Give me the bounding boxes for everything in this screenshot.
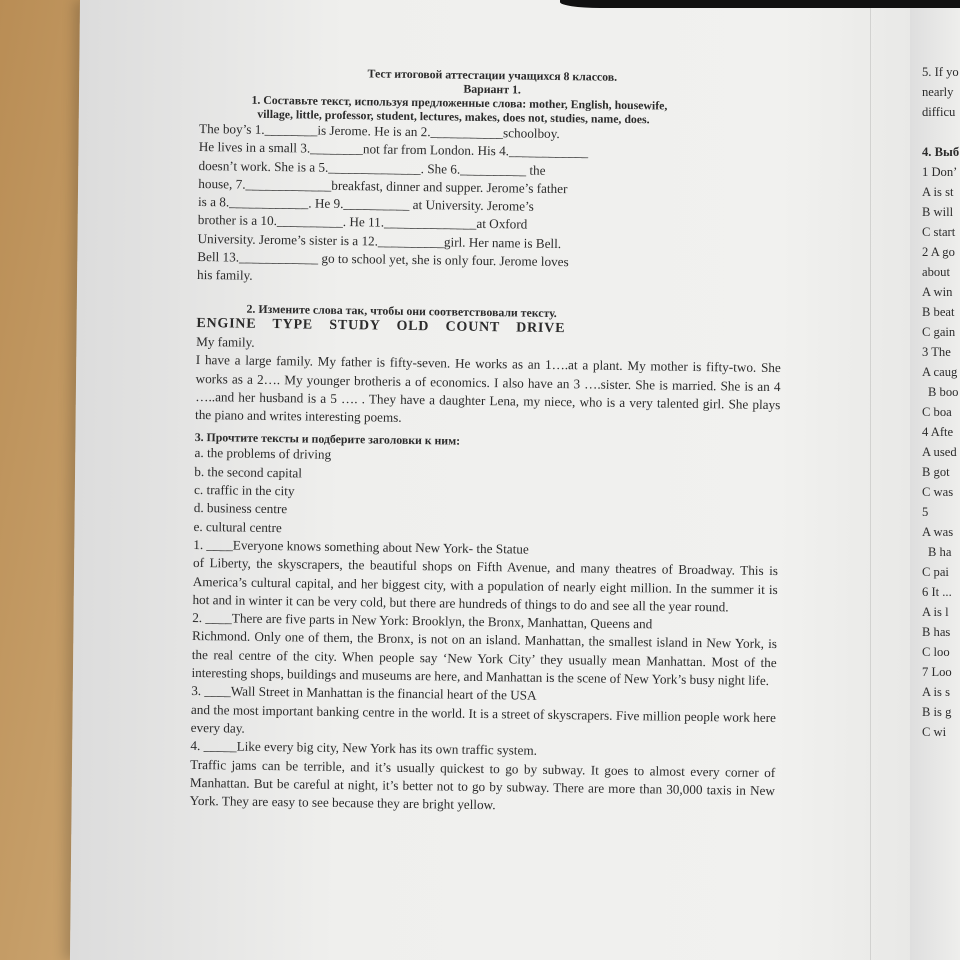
task1-line: University. Jerome’s sister is a 12.__________girl. Her name is Bell. [197, 230, 562, 251]
test-title: Тест итоговой аттестации учащихся 8 классов. [367, 66, 618, 84]
heading-option: e. cultural centre [193, 518, 282, 535]
next-page-line: about [922, 265, 950, 279]
page-edge [870, 0, 871, 960]
task1-line: house, 7._____________breakfast, dinner and supper. Jerome’s father [198, 175, 568, 197]
next-page-line: A was [922, 525, 954, 539]
next-page-line: A is l [922, 605, 949, 619]
next-page-column [922, 62, 960, 742]
black-strip [560, 0, 960, 8]
task1-line: doesn’t work. She is a 5.______________. She 6.__________ the [198, 157, 546, 178]
reading-text-first-line: 3. ____Wall Street in Manhattan is the financial heart of the USA [191, 683, 537, 704]
next-page-line: C wi [922, 725, 947, 739]
task1-line: his family. [196, 267, 253, 284]
next-page-line: B ha [928, 545, 952, 559]
task1-line: brother is a 10.__________. He 11.______________at Oxford [197, 212, 528, 233]
heading-option: a. the problems of driving [194, 445, 332, 463]
next-page-line: A is s [922, 685, 950, 699]
next-page-line: B got [922, 465, 950, 479]
reading-text-3 [191, 682, 777, 745]
next-page-line: C was [922, 485, 954, 499]
next-page-line: 4. Выб [922, 145, 960, 159]
next-page-line [922, 122, 960, 142]
next-page-line: B has [922, 625, 951, 639]
reading-text-body: Richmond. Only one of them, the Bronx, is not on an island. Manhattan, the smallest island in New York, is the real centre of the city. When people say ‘New York City’ they usually mean Manhattan. Most of the interesting shops, buildings and museums are here, and Manhattan is the scene of New York’s busy night life. [191, 628, 778, 689]
next-page-line: 3 The [922, 345, 951, 359]
next-page-line: B will [922, 205, 954, 219]
heading-option: d. business centre [193, 500, 288, 517]
next-page-line: C start [922, 225, 956, 239]
reading-text-1 [192, 536, 778, 617]
next-page-line: 5 [922, 505, 929, 519]
next-page-line: B boo [928, 385, 959, 399]
task1-line: Bell 13.____________ go to school yet, she is only four. Jerome loves [197, 249, 569, 270]
variant-title: Вариант 1. [463, 81, 521, 97]
next-page-line: A used [922, 445, 957, 459]
reading-text-first-line: 1. ____Everyone knows something about New York- the Statue [193, 536, 529, 557]
heading-option: c. traffic in the city [193, 482, 295, 499]
task1-instruction-cont: village, little, professor, student, lectures, makes, does not, studies, name, does. [257, 106, 650, 127]
next-page-line: A win [922, 285, 953, 299]
next-page-line: 6 It ... [922, 585, 952, 599]
reading-text-first-line: 2. ____There are five parts in New York: Brooklyn, the Bronx, Manhattan, Queens and [192, 610, 653, 632]
heading-option: b. the second capital [194, 463, 303, 481]
reading-text-body: of Liberty, the skyscrapers, the beautiful shops on Fifth Avenue, and many theatres of Broadway. This is America’s cultural capital, and her biggest city, with a population of nearly eight million. In the summer it is hot and in winter it can be very cold, but there are hundreds of things to do and see all the year round. [192, 555, 779, 615]
task1-instruction: 1. Составьте текст, используя предложенные слова: mother, English, housewife, [251, 92, 668, 113]
task2-subtitle: My family. [196, 333, 255, 350]
reading-text-body: Traffic jams can be terrible, and it’s usually quickest to go by subway. It goes to almost every corner of Manhattan. But be careful at night, it’s better not to go by subway. There are more than 30,000 taxis in New York. They are easy to see because they are bright yellow. [189, 756, 776, 813]
next-page-line: difficu [922, 105, 956, 119]
reading-text-4 [190, 737, 776, 818]
task1-line: is a 8.____________. He 9.__________ at University. Jerome’s [197, 194, 534, 214]
reading-text-body: and the most important banking centre in the world. It is a street of skyscrapers. Five million people work here every day. [190, 701, 777, 736]
task1-line: The boy’s 1.________is Jerome. He is an 2.___________schoolboy. [198, 120, 560, 142]
next-page-line: A caug [922, 365, 958, 379]
next-page-line: nearly [922, 85, 954, 99]
next-page-line: B beat [922, 305, 955, 319]
task1-line: He lives in a small 3.________not far from London. His 4.____________ [198, 139, 589, 160]
next-page-line: C gain [922, 325, 956, 339]
next-page-line: 4 Afte [922, 425, 954, 439]
task3-options [193, 444, 779, 544]
reading-text-first-line: 4. _____Like every big city, New York has its own traffic system. [190, 738, 538, 758]
reading-text-2 [191, 609, 777, 690]
next-page-line: 2 A go [922, 245, 955, 259]
next-page-line: 5. If yo [922, 65, 959, 79]
next-page-line: A is st [922, 185, 954, 199]
task3-instruction: 3. Прочтите тексты и подберите заголовки к ним: [194, 430, 461, 449]
task2-instruction: 2. Измените слова так, чтобы они соответствовали тексту. [246, 301, 557, 320]
next-page-line: C loo [922, 645, 950, 659]
next-page-line: 7 Loo [922, 665, 952, 679]
next-page-line: 1 Don’ [922, 165, 958, 179]
next-page-line: B is g [922, 705, 952, 719]
next-page-line: C boa [922, 405, 952, 419]
task2-paragraph: I have a large family. My father is fifty-seven. He works as an 1….at a plant. My mother is fifty-two. She works as a 2…. My younger brotheris a of economics. I also have an 3 ….sister. She is married. She is an 4 …..and her husband is a 5 …. . They have a daughter Lena, my niece, who is a very talented girl. She plays the piano and writes interesting poems. [194, 352, 781, 426]
task2-word-list: ENGINE TYPE STUDY OLD COUNT DRIVE [196, 315, 566, 336]
next-page-line: C pai [922, 565, 949, 579]
task1-text [197, 120, 784, 293]
worksheet-content [190, 64, 785, 818]
